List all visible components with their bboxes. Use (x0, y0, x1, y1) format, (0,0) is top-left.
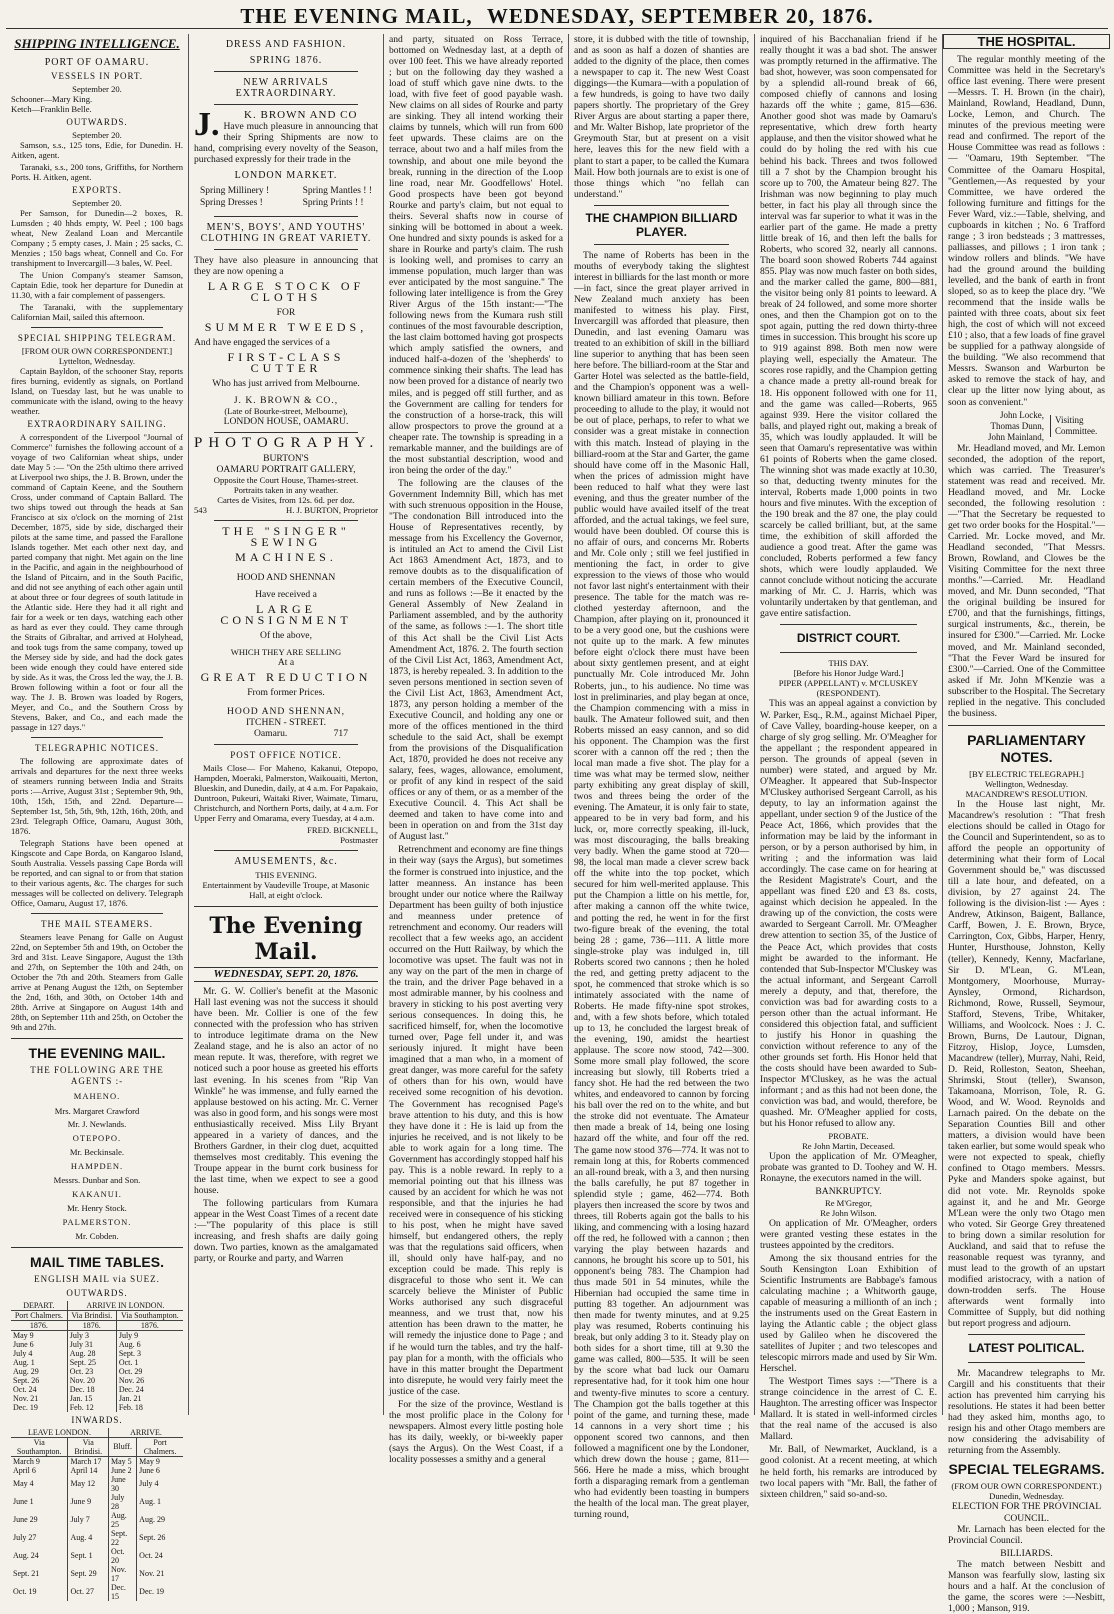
table-row (11, 1466, 183, 1475)
hood-consignment: LARGE CONSIGNMENT (220, 601, 352, 627)
vessels-heading: VESSELS IN PORT. (50, 71, 144, 82)
parliamentary-article: In the House last night, Mr. Macandrew's resolution : "That fresh elections should be called in Otago for the Council and Superintendent, so as to afford the people an opportunity of determining what their form of Local Government should be," was discussed till a late hour, and defeated, on a division, by 27 against 24. The following is the division-list :— Ayes : Andrew, Atkinson, Baigent, Ballance, Carff, Bowen, J. E. Brown, Bryce, Carrington, Cox, Gibbs, Harper, Henry, Hunter, Hursthouse, Johnston, Kelly (teller), Kennedy, Kenny, Macfarlane, Sir D. M'Lean, G. M'Lean, Montgomery, Moorhouse, Murray-Aynsley, Ormond, Richardson, Richmond, Rowe, Russell, Seymour, Stafford, Stevens, Tribe, Whitaker, Williams, and Woolcock. Noes : J. C. Brown, Burns, De Lautour, Dignan, Fitzroy, Hislop, Joyce, Lumsden, Macandrew (teller), Murray, Nahi, Reid, D. Reid, Rolleston, Seaton, Sheehan, Shrimski, Stout (teller), Swanson, Takamoana, Morrison, Tole, R. G. Wood, and W. Wood. Reynolds and Larnach paired. On the debate on the Separation Counties Bill and other matters, a division would have been taken earlier, but some would speak who were not expected to speak, chiefly confined to Otago members. Messrs. Pyke and Manders spoke against, but did not vote. Mr. Reynolds spoke against it, and he and Mr. George M'Lean were the only two Otago men who voted. Sir George Grey threatened to bring down a similar resolution for Auckland, and said that to refuse the reasonable request was tyranny, and must lead to the growth of an upstart modified aristocracy, with a nation of down-trodden serfs. The House afterwards went formally into Committee of Supply, but did nothing but report progress and adjourn. (948, 798, 1105, 1330)
agent-name: Mr. J. Newlands. (67, 1118, 127, 1129)
table-header: 1876. (116, 1320, 183, 1330)
arrivals-heading: NEW ARRIVALS EXTRAORDINARY. (235, 77, 337, 100)
table-row (11, 1358, 183, 1367)
vessel-line: Ketch—Franklin Belle. (11, 104, 92, 115)
sailing-heading: EXTRAORDINARY SAILING. (27, 419, 167, 430)
telegram-sub: [FROM OUR OWN CORRESPONDENT.] (21, 346, 173, 357)
london-market: LONDON MARKET. (234, 170, 338, 182)
hood-prices: From former Prices. (247, 686, 325, 698)
agents-list (11, 1091, 183, 1240)
bankruptcy-text: On application of Mr. O'Meagher, orders were granted vesting these estates in the trustees appointed by the creditors. (760, 1217, 937, 1251)
table-header: Via Southampton. (11, 1437, 68, 1456)
collier-article: Mr. G. W. Collier's benefit at the Masonic Hall last evening was not the success it should have been. Mr. Collier is one of the few connected with the profession who has striven to introduce legitimate drama on the New Zealand stage, and he is also an actor of no mean repute. It was, therefore, with regret we noticed such a poor house as greeted his efforts last evening. In his scenes from "Rip Van Winkle" he was immense, and fully earned the applause bestowed on his acting. Mr. C. Verner was also in good form, and his songs were most enthusiastically received. Miss Lily Bryant appeared in a variety of dances, and the Brothers Gardner, in their clog duet, acquitted themselves most creditably. This evening the Troupe appear in the burnt cork business for the last time, when we expect to see a good house. (194, 986, 378, 1196)
signatory-role: Visiting Committee. (1050, 415, 1105, 437)
indemnity-article: The following are the clauses of the Government Indemnity Bill, which has met with such strenuous opposition in the House, "The condonation Bill introduced into the House of Representatives recently, by message from his Excellency the Governor, is intituled an Act to amend the Civil List Act 1863 Amendment Act, 1873, and to remove doubts as to the disqualification of certain members of the Executive Council, and runs as follows :—Be it enacted by the General Assembly of New Zealand in Parliament assembled, and by the authority of the same, as follows :—1. The short title of this Act shall be the Civil List Acts Amendment Act, 1876. 2. The fourth section of the Civil List Act, 1863, Amendment Act, 1873, is hereby repealed. 3. In addition to the seven persons mentioned in section seven of the Civil List Act, 1863, Amendment Act, 1873, any person holding a member of the Executive Council, and holding any one or more of the offices mentioned in the third schedule to the said Act, shall be exempt from the provisions of the Disqualification Act, 1870, provided he does not receive any salary, fees, wages, allowance, emolument, or profit of any kind in respect of the said offices or any of them, or as a member of the Executive Council. 4. This Act shall be deemed and taken to have come into and been in operation on and from the 31st day of August last." (389, 477, 563, 843)
table-row (11, 1529, 183, 1547)
outwards-label: OUTWARDS. (66, 1287, 128, 1298)
photo-proprietor: H. J. BURTON, Proprietor (286, 505, 378, 516)
telegram-heading: SPECIAL SHIPPING TELEGRAM. (17, 333, 177, 344)
table-header: LEAVE LONDON. (11, 1428, 108, 1438)
table-cell: May 4 (13, 1479, 34, 1489)
table-cell: Dec. 15 (108, 1583, 136, 1601)
table-cell: Sept. 25 (67, 1358, 116, 1367)
post-office-role: Postmaster (340, 835, 378, 846)
table-cell: Sept. 22 (108, 1529, 136, 1547)
paper-dateline: WEDNESDAY, SEPT. 20, 1876. (194, 967, 378, 982)
issue-date: WEDNESDAY, SEPTEMBER 20, 1876. (486, 4, 874, 28)
probate-heading: PROBATE. (828, 1131, 869, 1142)
election-heading: ELECTION FOR THE PROVINCIAL COUNCIL. (951, 1501, 1102, 1524)
column-2 (189, 34, 384, 1415)
telegraphic-heading: TELEGRAPHIC NOTICES. (35, 743, 159, 754)
table-cell: May 12 (68, 1475, 109, 1493)
bankruptcy-re: Re M'Gregor, (824, 1197, 873, 1208)
table-cell: July 4 (137, 1475, 183, 1493)
table-row (11, 1394, 183, 1403)
hood-selling: WHICH THEY ARE SELLING (230, 646, 342, 657)
vessels-date: September 20. (72, 84, 122, 95)
table-cell: Dec. 19 (13, 1402, 38, 1412)
table-cell: Aug. 28 (67, 1349, 116, 1358)
table-cell: June 29 (13, 1515, 38, 1525)
table-header: ARRIVE IN LONDON. (67, 1301, 183, 1311)
table-header: Port Chalmers. (137, 1437, 183, 1456)
parliamentary-heading: PARLIAMENTARY NOTES. (967, 731, 1086, 765)
table-row (11, 1475, 183, 1493)
table-row (11, 1349, 183, 1358)
cutter-text: And have engaged the services of a (194, 336, 330, 348)
column-4 (569, 34, 755, 1521)
table-cell: July 7 (68, 1511, 109, 1529)
table-row (11, 1340, 183, 1349)
table-row (11, 1376, 183, 1385)
westport-article: The Westport Times says :—"There is a strange coincidence in the arrest of C. E. Haughton. The arresting officer was Inspector Mallard. It is stated in well-informed circles that the real name of the accused is also Mallard. (760, 1376, 937, 1443)
hood-of: Of the above, (260, 629, 312, 641)
table-cell: Nov. 21 (13, 1393, 39, 1403)
bankruptcy-heading: BANKRUPTCY. (815, 1186, 882, 1198)
agent-name: Mr. Henry Stock. (67, 1202, 127, 1213)
outwards-table (11, 1301, 183, 1412)
agent-name: Mr. Beckinsale. (69, 1146, 125, 1157)
paper-title: THE EVENING MAIL, (240, 4, 473, 28)
court-heading: DISTRICT COURT. (796, 631, 901, 646)
table-cell: June 30 (108, 1475, 136, 1493)
fashion-season: SPRING 1876. (249, 55, 323, 67)
table-row (11, 1565, 183, 1583)
signatory: Thomas Dunn, (990, 420, 1044, 431)
newmarket-article: Mr. Ball, of Newmarket, Auckland, is a good colonist. At a recent meeting, at which he held forth, his remarks are introduced by two local papers with "Mr. Ball, the father of sixteen children," said so-and-so. (760, 1444, 937, 1500)
exports-date: September 20. (72, 198, 122, 209)
singer-heading: THE "SINGER" SEWING (222, 524, 350, 550)
table-cell: Nov. 21 (137, 1565, 183, 1583)
table-cell: March 9 (13, 1456, 40, 1466)
table-cell: Oct. 27 (68, 1583, 109, 1601)
table-cell: Nov. 26 (116, 1376, 183, 1385)
court-judge: [Before his Honor Judge Ward.] (793, 668, 904, 679)
hospital-heading: THE HOSPITAL. (943, 34, 1110, 49)
inwards-label: INWARDS. (71, 1414, 123, 1425)
railway-article: Retrenchment and economy are fine things in their way (says the Argus), but sometimes the former is construed into injustice, and the latter meanness. An instance has been brought under our notice where the Railway Department has been guilty of both injustice and meanness under pretence of retrenchment and economy. Our readers will recollect that a few weeks ago, an accident occurred on the Hutt Railway, by which the locomotive was upset. The fault was not in any way on the part of the men in charge of the train, and the driver Page behaved in a most admirable manner, by his coolness and bravery in sticking to his post averting very serious consequences. In doing this, he sacrificed himself, for, when the locomotive turned over, Page fell under it, and was seriously injured. It might have been imagined that a man who, in a moment of great danger, was more careful for the safety of others than for his own, would have received some recognition of his devotion. The Government has recognised Page's brave attention to his duty, and this is how they have done it : He is laid up from the injuries he received, and is not likely to be able to work again for a long time. The Government has accordingly stopped half his pay. This is a noble reward. In reply to a memorial pointing out that his illness was caused by an accident for which he was not responsible, and that the injuries he had received were in consequence of his sticking to his post, when he might have saved himself, but endangered others, the reply was that the regulations said officers, when ill, should only have half-pay, and no exception could be made. This reply is disgraceful to those who sent it. We can scarcely believe the Minister of Public Works authorised any such disgraceful meanness, and we trust that, now his attention has been drawn to the matter, he will remedy the injustice done to Page ; and if he would turn the tables, and try the half-pay plan for a month, with the officials who have in this matter brought the Department into disrepute, he would very fairly meet the justice of the case. (389, 844, 563, 1397)
billiards-text: The match between Nesbitt and Manson was fearfully slow, lasting six hours and a half. At the conclusion of the game, the scores were :—Nesbitt, 1,000 ; Manson, 919. (948, 1558, 1105, 1614)
hood-at: At a (277, 656, 295, 668)
hospital-article-cont: Mr. Headland moved, and Mr. Lemon seconded, the adoption of the report, which was carried. The Treasurer's statement was read and received. Mr. Headland moved, and Mr. Locke seconded, the following resolution :—"That the Secretary be requested to get two order books for the Hospital."—Carried. Mr. Locke moved, and Mr. Headland seconded, "That Messrs. Brown, Rowland, and Clowes be the Visiting Committee for the next three months."—Carried. Mr. Headland moved, and Mr. Dunn seconded, "That the original building be insured for £700, and that the furnishings, fittings, surgical instruments, &c., therein, be insured for £300."—Carried. Mr. Locke moved, and Mr. Mainland seconded, "That the Fever Ward be insured for £300."—Carried. One of the Committee asked if Mr. John M'Kenzie was a subscriber to the Hospital. The Secretary replied in the negative. This concluded the business. (948, 442, 1105, 719)
signatory: John Mainland, (988, 431, 1044, 442)
table-header: Bluff. (108, 1437, 136, 1456)
steamers-heading: THE MAIL STEAMERS. (41, 919, 153, 930)
brown-text: Have much pleasure in announcing that their Spring Shipments are now to hand, comprising every novelty of the Season, purchased expressly for their trade in the (194, 121, 378, 166)
steamers-text: Steamers leave Penang for Galle on August 22nd, on September 5th and 19th, on October the 3rd and 31st. Leave Singapore, August the 13th and 27th, on September the 10th and 24th, on October the 7th and 20th. Steamers from Galle arrive at Penang August the 12th, on September the 2nd, 16th, and 30th, on October 14th and 28th. Arrive at Singapore on August 14th and 28th, on September 11th and 25th, on October the 9th and 27th. (11, 932, 183, 1033)
agent-place: MAHENO. (73, 1091, 121, 1102)
table-cell: June 9 (68, 1493, 109, 1511)
table-header: 1876. (67, 1320, 116, 1330)
stock-text: They have also pleasure in announcing that they are now opening a (194, 254, 378, 277)
committee-signature (948, 410, 1105, 443)
probate-re: Re John Martin, Deceased. (802, 1141, 895, 1152)
column-6 (943, 34, 1110, 1614)
clothing-heading: MEN'S, BOYS', AND YOUTHS' CLOTHING IN GREAT VARIETY. (200, 221, 372, 244)
table-row (11, 1493, 183, 1511)
photo-gallery: OAMARU PORTRAIT GALLERY, (216, 464, 356, 476)
table-cell: Oct. 19 (13, 1587, 37, 1597)
table-cell: Nov. 17 (108, 1565, 136, 1583)
table-cell: Oct. 29 (116, 1367, 183, 1376)
column-5 (755, 34, 943, 1500)
telegraph-stations-text: Telegraph Stations have been opened at Kingscote and Cape Borda, on Kangaroo Island, South Australia. Vessels passing Cape Borda will be reported, and can signal to or from that station to their various agents, &c. The charges for such messages will be collected on delivery. Telegraph Office, Oamaru, August 17, 1876. (11, 838, 183, 909)
table-cell: Sept. 29 (68, 1565, 109, 1583)
table-cell: Oct. 24 (13, 1384, 37, 1394)
photo-advert (194, 435, 380, 516)
table-cell: July 3 (67, 1330, 116, 1340)
hood-signature: HOOD AND SHENNAN, (226, 705, 345, 717)
fashion-heading: DRESS AND FASHION. (225, 39, 347, 50)
table-cell: June 2 (108, 1466, 136, 1475)
agent-name: Mr. Cobden. (75, 1230, 119, 1241)
exports-heading: EXPORTS. (72, 185, 122, 196)
table-cell: Sept. 3 (116, 1349, 183, 1358)
telegraphic-text: The following are approximate dates of arrivals and departures for the next three weeks of steamers running between India and Straits ports :—Arrive, August 31st ; September 9th, 9th, 10th, 15th, 15th, and 22nd. Departure—September 1st, 5th, 5th, 9th, 12th, 16th, 20th, and 23rd. Telegraph Office, Oamaru, August 30th, 1876. (11, 756, 183, 837)
masthead (6, 4, 1108, 29)
table-cell: June 1 (13, 1497, 34, 1507)
summer-tweeds: SUMMER TWEEDS, (204, 319, 368, 334)
billiard-article-cont: inquired of his Bacchanalian friend if he really thought it was a bad shot. The answer was promptly returned in the affirmative. The bad shot, however, was soon compensated for by a splendid all-round break of 66, composed chiefly of cannons and losing hazards off the white ; game, 815—636. Another good shot was made by Oamaru's representative, which drew forth hearty applause, and then the visitor showed what he could do by holing the red with his cue behind his back. Threes and twos followed till a 7 shot by the Champion brought his score up to 700, the Amateur being 827. The Irishman was now beginning to play much better, in fact his play all through since the interval was far superior to what it was in the earlier part of the game. He made a pretty little break of 16, and then left the balls for Roberts, who scored 32, nearly all cannons. The board soon showed Roberts 744 against 855. Play was now much faster on both sides, and the marker called the game, 800—881, the visitor being only 81 points to leeward. A break of 24 followed, and some more shorter ones, and then the Champion got on to the spot again, putting the red down thirty-three times in succession. This brought his score up to 919 against 898. Both men now were playing well, especially the Amateur. The scores rose rapidly, and the Champion getting a chance made a pretty all-round break for 18. His opponent followed with one for 11, and the game was called—Roberts, 965 against 939. Here the visitor collared the balls, and played right out, making a break of 35, which was loudly applauded. It will be seen that Oamaru's representative was within 61 points of Roberts when the game closed. The winning shot was made exactly at 10.30, so that, deducting twenty minutes for the interval, Roberts made 1,000 points in two hours and five minutes. With the exception of the 190 break and the 87 one, the play could scarcely be called brilliant, but, at the same time, the exhibition of skill afforded the audience a good treat. After the game was concluded, Roberts performed a few fancy shots, which were loudly applauded. We cannot conclude without noticing the accurate marking of Mr. C. J. Harris, which was voluntarily undertaken by that gentleman, and gave entire satisfaction. (760, 34, 937, 620)
table-cell: Nov. 20 (67, 1376, 116, 1385)
outwards-line: Taranaki, s.s., 200 tons, Griffiths, for Northern Ports. H. Aitken, agent. (11, 162, 183, 183)
table-cell: May 9 (137, 1456, 183, 1466)
vessel-line: Schooner—Mary King. (11, 94, 93, 105)
cutter-line: FIRST-CLASS CUTTER (227, 349, 345, 376)
photo-heading: PHOTOGRAPHY. (194, 435, 380, 452)
court-article: This was an appeal against a conviction by W. Parker, Esq., R.M., against Michael Piper, of Cave Valley, boarding-house keeper, on a charge of sly grog selling. Mr. O'Meagher for the appellant ; the respondent appeared in person. The grounds of appeal (seven in number) were stated, and argued by Mr. O'Meagher. It appeared that Sub-Inspector M'Cluskey authorised Sergeant Carroll, as his deputy, to lay an information against the appellant, under section 9 of the Justice of the Peace Act, 1866, which provides that the information may be laid by the informant in person, or by a person authorised by him, in writing ; and the information was laid accordingly. The case came on for hearing at the Resident Magistrate's Court, and the appellant was fined £20 and £3 8s. costs, against which decision he appealed. In the drawing up of the conviction, the costs were awarded to Sergeant Carroll. Mr. O'Meagher drew attention to section 35, of the Justice of the Peace Act, which provides that costs might be awarded to the informant. He contended that Sub-Inspector M'Cluskey was the actual informant, and Sergeant Carroll merely a deputy, and that, therefore, the conviction was bad for awarding costs to a person other than the actual informant. He considered this objection fatal, and sufficient to justify his Honor in quashing the conviction without reference to any of the other grounds set forth. His Honor held that the costs should have been awarded to Sub-Inspector M'Cluskey, as he was the actual informant ; and as this had not been done, the conviction was bad, and would, therefore, be quashed. Mr. O'Meagher applied for costs, but his Honor refused to allow any. (760, 698, 937, 1130)
hood-received: Have received a (255, 588, 317, 600)
probate-text: Upon the application of Mr. O'Meagher, probate was granted to D. Toohey and W. H. Ronayne, the executors named in the will. (760, 1151, 937, 1185)
column-1 (6, 34, 189, 1601)
table-cell: Aug. 1 (137, 1493, 183, 1511)
hood-street: ITCHEN - STREET. (245, 716, 327, 728)
agents-heading: THE FOLLOWING ARE THE AGENTS :- (30, 1065, 164, 1087)
exhibition-article: Among the six thousand entries for the South Kensington Loan Exhibition of Scientific Instruments are Babbage's famous calculating machine ; a Whitworth gauge, capable of measuring a millionth of an inch ; the instruments used on the Great Eastern in laying the Atlantic cable ; the object glass used by Galileo when he discovered the satellites of Jupiter ; and two telescopes and telescopic mirrors made and used by Sir Wm. Herschel. (760, 1252, 937, 1375)
billiard-heading: THE CHAMPION BILLIARD PLAYER. (585, 210, 738, 239)
agent-name: Messrs. Dunbar and Son. (53, 1174, 141, 1185)
spring-items (194, 184, 378, 210)
table-cell: July 28 (108, 1493, 136, 1511)
table-header: Via Brindisi. (67, 1310, 116, 1320)
amusements-sub: THIS EVENING. (255, 870, 317, 881)
spring-item: Spring Mantles ! ! (302, 186, 372, 197)
billiard-article: The name of Roberts has been in the mouths of everybody taking the slightest interest in billiards for the last month or more—in fact, since the great player arrived in New Zealand much anxiety has been manifested to witness his play. First, Invercargill was afforded that pleasure, then Dunedin, and last evening Oamaru was treated to an exhibition of skill in the billiard line superior to anything that has been seen here before. The billiard-room at the Star and Garter Hotel was selected as the battle-field, and the Champion's opponent was a well-known billiard amateur in this town. Before proceeding to allude to the play, it would not be out of place, perhaps, to refer to what we consider was a great mistake in connection with this match. Instead of playing in the billiard-room at the Star and Garter, the game should have come off in the Masonic Hall, when the prices of admission might have been reduced to half what they were last evening, and thus the greater number of the public would have availed itself of the treat afforded, and the actual takings, we feel sure, would have been doubled. Of course this is no affair of ours, and concerns Mr. Roberts and Mr. Cole only ; still we feel justified in mentioning the fact, in order to give expression to the views of those who would not favor last night's entertainment with their presence. The table for the match was re-clothed yesterday afternoon, and the Champion, after playing on it, pronounced it to be a very good one, but the cushions were not quite up to the mark. A few minutes before eight o'clock there must have been about sixty gentlemen present, and at eight punctually Mr. Cole introduced Mr. John Roberts, jun., to his audience. No time was lost in preliminaries, and play began at once, the Champion commencing with a miss in baulk. The Amateur followed suit, and then Roberts missed an easy cannon, and so did his opponent. The Champion was the first scorer with a cannon off the red ; then the local man made a five shot. The play for a time was what may be termed slow, neither party exhibiting any great display of skill, twos and threes being the order of the evening. The Amateur, it is only fair to state, appeared to be in very bad form, and his luck, or, more correctly speaking, ill-luck, was most discouraging, the balls breaking very badly. When the game stood at 720—98, the local man made a clever screw back off the white into the top pocket, which secured for him well-merited applause. This put the Champion a little on his mettle, for, after making a cannon off the white twice, and potting the red, he went in for the first two-figure break of the evening, the total being 28 ; game, 736—111. A little more single-stroke play was indulged in, till Roberts scored two cannons ; then he holed the red, and getting pretty adjacent to the spot, he commenced that stroke which is so intimately associated with the name of Roberts. He made fifty-nine spot strokes, and, with a few shots before, which totaled up to 13, he concluded the largest break of the evening, 190, amidst the heartiest applause. The score now stood, 742—300. Some more small play followed, the score increasing but slowly, till Roberts tried a fancy shot. He had the red between the two whites, and endeavored to cannon by forcing his ball over the red on to the white, and but the stroke did not eventuate. The Amateur then made a break of 14, being one losing hazard off the white, and four off the red. The game now stood 376—774. It was not to remain long at this, for Roberts commenced an all-round break, with a 3, and then nursing the balls carefully, he put 87 together in splendid style ; game, 462—774. Both players then increased the score by twos and threes, till Roberts again got the balls to his liking, and commencing with a losing hazard off the red, he followed with a cannon ; then varying the play between hazards and cannons, he brought his score up to 501, his opponent's being 783. The Champion had thus made 501 in 54 minutes, while the Hibernian had occupied the same time in putting 83 together. An adjournment was then made for twenty minutes, and at 9.25 play was resumed, Roberts continuing his break, but only adding 3 to it. Steady play on both sides for a short time, till at 9.30 the game was called, 800—535. It will be seen by the score what bad luck our Oamaru representative had, for it took him one hour and twenty-five minutes to score a century. The Champion got the balls together at this point of the game, and turning these, made 14 cannons in a very short time ; his opponent scored two cannons, and then followed a magnificent one by the Londoner, which drew down the house ; game, 811—566. Here he made a miss, which brought forth a disparaging remark from a gentleman who had evidently been toasting in bumpers the health of the local man. The great player, turning round, (574, 249, 749, 1521)
table-cell: July 9 (116, 1330, 183, 1340)
table-cell: Feb. 12 (67, 1403, 116, 1412)
post-office-heading: POST OFFICE NOTICE. (230, 750, 342, 761)
kumara-article: The following particulars from Kumara appear in the West Coast Times of a recent date :—"The popularity of this place is still increasing, and fresh shafts are daily going down. Two parties, known as the amalgamated party, or Rourke and party, and Warren (194, 1198, 378, 1265)
table-cell: April 14 (68, 1466, 109, 1475)
table-cell: June 6 (13, 1339, 34, 1349)
table-cell: Aug. 25 (108, 1511, 136, 1529)
table-cell: May 9 (13, 1330, 34, 1340)
english-mail-heading: ENGLISH MAIL via SUEZ. (34, 1273, 160, 1284)
table-cell: Oct. 23 (67, 1367, 116, 1376)
table-cell: Oct. 1 (116, 1358, 183, 1367)
hood-reduction: GREAT REDUCTION (200, 669, 372, 684)
shipping-heading: SHIPPING INTELLIGENCE. (14, 36, 180, 51)
table-cell: Aug. 1 (13, 1357, 35, 1367)
singer-advert (194, 526, 378, 739)
inwards-table (11, 1428, 183, 1601)
kumara-article-cont: and party, situated on Ross Terrace, bottomed on Wednesday last, at a depth of over 100 feet. This we have already reported ; but on the following day they washed a load of stuff which gave nine dwts. to the load, with five feet of good payable wash. New claims on all sides of Rourke and party are sinking. They all intend working their claims by tunnels, which will run from 600 feet upwards. These claims are on the terrace, about two and a half miles from the township, and about one mile beyond the break, running in the direction of the Loop line road, near Mr. Goodfellows' Hotel. Good prospects have been got beyond Rourke and party's claim, but not equal to theirs. Several shafts now in course of sinking will be bottomed in about a week. One hundred and sixty pounds is asked for a share in Rourke and party's claim. The rush is looking well, and promises to carry an immense population, much larger than was ever anticipated by the most sanguine." The following later intelligence is from the Grey River Argus of the 15th instant:—"The following news from the Kumara rush still continues of the most favourable description, the last claim bottomed having got prospects which amply satisfied the owners, and induced half-a-dozen of the 'shepherds' to commence sinking their shafts. The lead has now been proved for a distance of nearly two miles, and is pegged off still further, and as the Government are calling for tenders for the construction of a horse-track, this will allow prospectors to prove the ground at a cheaper rate. The township is spreading in a remarkable manner, and the buildings are of the most substantial description, wood and iron being the order of the day." (389, 34, 563, 476)
telegrams-sub: (FROM OUR OWN CORRESPONDENT.) (951, 1481, 1102, 1492)
table-cell: Dec. 18 (67, 1385, 116, 1394)
amusements-text: Entertainment by Vaudeville Troupe, at Masonic Hall, at eight o'clock. (202, 880, 370, 901)
hospital-article: The regular monthly meeting of the Committee was held in the Secretary's office last evening. There were present—Messrs. T. H. Brown (in the chair), Mainland, Rowland, Headland, Dunn, Locke, Lemon, and Church. The minutes of the previous meeting were read and confirmed. The report of the House Committee was read as follows :— "Oamaru, 19th September. "The Committee of the Oamaru Hospital, "Gentlemen,—As requested by your Committee, we have ordered the following furniture and fittings for the Fever Ward, viz.:—Table, shelving, and cupboards in kitchen ; No. 6 Trafford range ; 3 iron bedsteads ; 3 mattresses, palliasses, and pillows ; 1 iron tank ; window rollers and blinds. "We have had the ground around the building levelled, and the bank of earth in front sloped, so as to keep the place dry. "We recommend that the inside walls be painted with three coats, about six feet high, the cost of which will not exceed £10 ; also, that a few loads of fine gravel be supplied for a pathway alongside of the building. "We also recommend that Messrs. Swanson and Warburton be asked to remove the stack of hay, and clear up the litter now lying about, as soon as convenient." (948, 54, 1105, 408)
table-cell: July 31 (67, 1340, 116, 1349)
singer-machines: MACHINES. (235, 550, 337, 565)
table-cell: Dec. 24 (116, 1385, 183, 1394)
political-heading: LATEST POLITICAL. (968, 1341, 1085, 1356)
london-house: LONDON HOUSE, OAMARU. (223, 416, 349, 428)
advert-number: 717 (333, 727, 348, 739)
advert-number: 543 (194, 505, 207, 516)
hood-heading: HOOD AND SHENNAN (236, 571, 336, 583)
telegram-dateline: Lyttelton, Wednesday. (58, 356, 136, 367)
table-cell: Jan. 21 (116, 1394, 183, 1403)
photo-cartes: Cartes de Visites, from 12s. 6d. per doz. (217, 495, 355, 506)
spring-item: Spring Prints ! ! (302, 197, 364, 208)
sailing-text: A correspondent of the Liverpool "Journal of Commerce" furnishes the following account of a voyage of two Californian wheat ships, under date May 5 :— "On the 25th ultimo there arrived at Liverpool two ships, the J. B. Brown, under the command of Captain Keene, and the Southern Cross, under command of Captain Ballard. The two ships towed out through the heads at San Francisco at six o'clock on the morning of 21st December, 1875, side by side, discharged their pilots at the same time, and passed the Farallone Islands together. Met each other next day, and parted company that night. Met again on the line in the Pacific, and again in the neighbourhood of the Island of Pitcairn, and in the South Pacific, and did not see anything of each other again until at about three or four degrees of south latitude in the Atlantic side. Here they had it all right and fair for a week or ten days, watching each other as hard as ever they could. They came through the Straits of Gibraltar, and arrived at Holyhead, and took tugs from the same company, towed up the Mersey side by side, and had the dock gates been wide enough they could have entered side by side. As it was, the Cross led the way, the J. B. Brown following within a foot or four all the way. The J. B. Brown was loaded by Rogers, Meyer, and Co., and the Southern Cross by Stevens, Baker, and Co., and each made the passage in 127 days." (11, 432, 183, 733)
amusements-heading: AMUSEMENTS, &c. (234, 856, 338, 868)
westland-article-cont: store, it is dubbed with the title of township, and as soon as half a dozen of shanties are added to the dignity of the place, then comes a newspaper to cap it. The new West Coast diggings—the Kumara—with a population of a few hundreds, is going to have two daily papers shortly. The proprietary of the Grey River Argus are about starting a paper there, and Mr. Walter Bishop, late proprietor of the Greymouth Star, but at present on a visit here, leaves this for the new field with a plant to start a paper, to be called the Kumara Mail. How both journals are to exist is one of those things which "no fellah can understand." (574, 34, 749, 200)
table-header: Via Brindisi. (68, 1437, 109, 1456)
table-row (11, 1456, 183, 1466)
signatory: John Locke, (1000, 409, 1044, 420)
column-3 (384, 34, 569, 1465)
resolution-heading: MACANDREW'S RESOLUTION. (965, 788, 1088, 799)
table-cell: March 17 (68, 1456, 109, 1466)
court-case: PIPER (APPELLANT) v. M'CLUSKEY (RESPONDENT). (778, 678, 919, 699)
political-article: Mr. Macandrew telegraphs to Mr. Cargill and his constituents that their action has prevented him carrying his resolutions. He states it had been better had they asked him, months ago, to resign his and other Otago members are now considering the advisability of returning from the Assembly. (948, 1368, 1105, 1457)
parliamentary-dateline: Wellington, Wednesday. (984, 778, 1069, 789)
agent-place: HAMPDEN. (70, 1160, 124, 1171)
mail-tables-heading: MAIL TIME TABLES. (29, 1253, 165, 1270)
table-cell: Aug. 29 (137, 1511, 183, 1529)
table-row (11, 1330, 183, 1340)
table-row (11, 1385, 183, 1394)
bankruptcy-re: Re John Wilson. (820, 1207, 877, 1218)
outwards-date: September 20. (72, 130, 122, 141)
hood-town: Oamaru. (254, 727, 288, 739)
table-cell: May 5 (108, 1456, 136, 1466)
table-cell: Oct. 24 (137, 1547, 183, 1565)
table-cell: April 6 (13, 1465, 36, 1475)
table-cell: July 27 (13, 1533, 37, 1543)
brown-late: (Late of Bourke-street, Melbourne), (224, 406, 348, 417)
port-heading: PORT OF OAMARU. (44, 57, 150, 68)
table-row (11, 1583, 183, 1601)
telegram-text: Captain Bayldon, of the schooner Stay, reports fires burning, evidently as signals, on Portland Island, on Tuesday last, but he was unable to communicate with the island, owing to the heavy weather. (11, 366, 183, 417)
table-cell: Aug. 24 (13, 1551, 39, 1561)
spring-item: Spring Millinery ! (200, 186, 270, 197)
table-cell: Aug. 29 (13, 1366, 39, 1376)
drop-initial: J. (194, 106, 220, 144)
paper-name: The Evening Mail. (209, 913, 363, 966)
table-cell: June 6 (137, 1466, 183, 1475)
exports-text: Per Samson, for Dunedin—2 boxes, R. Lumsden ; 40 hhds empty, W. Peel ; 100 bags wheat, New Zealand Loan and Mercantile Company ; 5 empty cases, J. Main ; 25 sacks, C. Menzies ; 150 bags wheat, Connell and Co. For transhipment to Invercargill—3 bales, W. Peel. (11, 208, 183, 269)
table-header: Via Southampton. (116, 1310, 183, 1320)
post-office-signature: FRED. BICKNELL, (307, 825, 378, 836)
spring-item: Spring Dresses ! (200, 197, 263, 208)
outwards-heading: OUTWARDS. (66, 117, 128, 128)
table-row (11, 1367, 183, 1376)
table-cell: Aug. 4 (68, 1529, 109, 1547)
table-cell: July 4 (13, 1348, 33, 1358)
table-cell: Sept. 26 (137, 1529, 183, 1547)
columns (6, 34, 1110, 1614)
telegrams-heading: SPECIAL TELEGRAMS. (948, 1461, 1105, 1478)
union-text: The Union Company's steamer Samson, Captain Edie, took her departure for Dunedin at 11.30, with a fair complement of passengers. (11, 270, 183, 301)
table-header: 1876. (11, 1320, 67, 1330)
table-row (11, 1511, 183, 1529)
brown-signature: J. K. BROWN & CO., (233, 395, 339, 407)
brown-name: K. BROWN AND CO (244, 109, 358, 122)
photo-address: Opposite the Court House, Thames-street. (213, 475, 359, 486)
post-office-text: Mails Close— For Maheno, Kakanui, Otepopo, Hampden, Moeraki, Palmerston, Waikouaiti, Merton, Blueskin, and Dunedin, daily, at 4 a.m. For Papakaio, Duntroon, Pukeuri, Waitaki River, Waimate, Timaru, Christchurch, and Northern Ports, daily, at 4 a.m. For Upper Ferry and Omarama, every Tuesday, at 4 a.m. (194, 763, 378, 824)
table-header: ARRIVE. (108, 1428, 183, 1438)
table-header: DEPART. (11, 1301, 67, 1311)
election-text: Mr. Larnach has been elected for the Provincial Council. (948, 1523, 1105, 1546)
agent-place: OTEPOPO. (72, 1132, 122, 1143)
photo-text: Portraits taken in any weather. (233, 485, 339, 496)
table-row (11, 1547, 183, 1565)
table-cell: Dec. 19 (137, 1583, 183, 1601)
taranaki-text: The Taranaki, with the supplementary Californian Mail, sailed this afternoon. (11, 302, 183, 323)
agent-name: Mrs. Margaret Crawford (54, 1105, 140, 1116)
agent-place: PALMERSTON. (62, 1216, 132, 1227)
table-cell: Sept. 21 (13, 1569, 40, 1579)
table-cell: Oct. 20 (108, 1547, 136, 1565)
westland-article: For the size of the province, Westland is the most prolific place in the Colony for newspapers. Almost every little posting hole has its daily, weekly, or bi-weekly paper (says the Argus). On the West Coast, if a locality possesses a smithy and a general (389, 1398, 563, 1465)
table-cell: Sept. 26 (13, 1375, 40, 1385)
telegrams-dateline: Dunedin, Wednesday. (989, 1491, 1064, 1502)
evening-mail-heading: THE EVENING MAIL. (28, 1045, 166, 1062)
agent-place: KAKANUI. (72, 1188, 122, 1199)
parliamentary-sub: [BY ELECTRIC TELEGRAPH.] (969, 768, 1084, 779)
photo-name: BURTON'S (263, 453, 309, 465)
outwards-line: Samson, s.s., 125 tons, Edie, for Dunedin. H. Aitken, agent. (11, 140, 183, 161)
table-cell: Jan. 15 (67, 1394, 116, 1403)
table-cell: Aug. 6 (116, 1340, 183, 1349)
brown-advert (194, 106, 378, 428)
billiards-heading: BILLIARDS. (1000, 1547, 1053, 1559)
cutter-from: Who has just arrived from Melbourne. (212, 378, 360, 390)
table-cell: Feb. 18 (116, 1403, 183, 1412)
table-header: Port Chalmers. (11, 1310, 67, 1320)
stock-line: LARGE STOCK OF CLOTHS (207, 278, 365, 304)
table-cell: Sept. 1 (68, 1547, 109, 1565)
stock-for: FOR (276, 306, 296, 318)
table-row (11, 1403, 183, 1412)
court-day: THIS DAY. (828, 658, 869, 669)
